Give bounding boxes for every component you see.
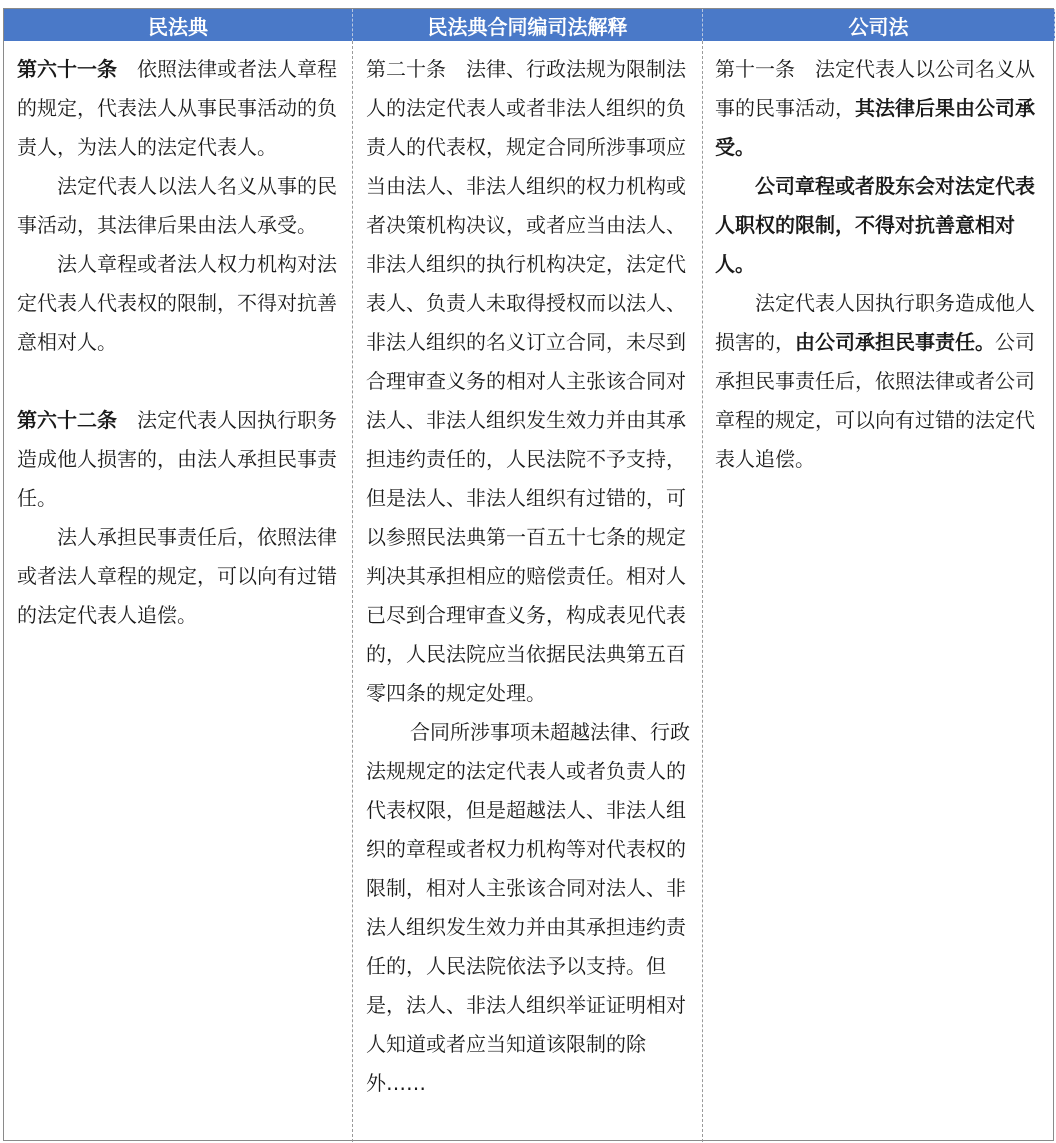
- article-61-text-1: 依照法律或者法人章程的规定，代表法人从事民事活动的负责人，为法人的法定代表人。: [17, 57, 337, 159]
- column-civil-code: [4, 41, 353, 1142]
- article-11-text-3a: 法定代表人因执行职务造成他人损害的，: [715, 291, 1035, 354]
- article-20-para-2: 合同所涉事项未超越法律、行政法规规定的法定代表人或者负责人的代表权限，但是超越法人、非法人组织的章程或者权力机构等对代表权的限制，相对人主张该合同对法人、非法人组织发生效力并由其承担违约责任的，人民法院依法予以支持。但是，法人、非法人组织举证证明相对人知道或者应当知道该限制的除外……: [366, 720, 690, 1095]
- article-61-para-1: [17, 50, 346, 167]
- article-62-number: 第六十二条: [17, 408, 117, 432]
- header-civil-code: 民法典: [4, 9, 353, 41]
- comparison-table: [3, 8, 1054, 1141]
- article-11-para-1: [715, 50, 1049, 167]
- article-20-text-1: 法律、行政法规为限制法人的法定代表人或者非法人组织的负责人的代表权，规定合同所涉事项应当由法人、非法人组织的权力机构或者决策机构决议，或者应当由法人、非法人组织的执行机构决定，法定代表人、负责人未取得授权而以法人、非法人组织的名义订立合同，未尽到合理审查义务的相对人主张该合同对法人、非法人组织发生效力并由其承担违约责任的，人民法院不予支持，但是法人、非法人组织有过错的，可以参照民法典第一百五十七条的规定判决其承担相应的赔偿责任。相对人已尽到合理审查义务，构成表见代表的，人民法院应当依据民法典第五百零四条的规定处理。: [366, 57, 686, 705]
- column-contract-interpretation: [353, 41, 703, 1142]
- header-contract-interpretation: 民法典合同编司法解释: [353, 9, 703, 41]
- article-20-number: 第二十条: [366, 57, 446, 81]
- column-company-law: [703, 41, 1055, 1142]
- article-61-number: 第六十一条: [17, 57, 117, 81]
- article-61-para-3: 法人章程或者法人权力机构对法定代表人代表权的限制，不得对抗善意相对人。: [17, 252, 337, 354]
- article-20-para-1: [366, 50, 696, 713]
- article-11-text-3b: 由公司承担民事责任。: [795, 330, 995, 354]
- article-62-para-1: [17, 401, 346, 518]
- article-11-para-3: [715, 284, 1049, 479]
- article-62-text-1: 法定代表人因执行职务造成他人损害的，由法人承担民事责任。: [17, 408, 337, 510]
- spacer: [17, 362, 346, 401]
- article-11-para-2: [715, 167, 1049, 284]
- article-11-text-1b: 其法律后果由公司承受。: [715, 96, 1035, 159]
- article-11-text-1a: 法定代表人以公司名义从事的民事活动，: [715, 57, 1035, 120]
- header-company-law: 公司法: [703, 9, 1055, 41]
- article-61-para-2: 法定代表人以法人名义从事的民事活动，其法律后果由法人承受。: [17, 174, 337, 237]
- article-11-text-2: 公司章程或者股东会对法定代表人职权的限制，不得对抗善意相对人。: [715, 174, 1035, 276]
- article-62-para-2: 法人承担民事责任后，依照法律或者法人章程的规定，可以向有过错的法定代表人追偿。: [17, 525, 337, 627]
- article-11-number: 第十一条: [715, 57, 795, 81]
- article-11-text-3c: 公司承担民事责任后，依照法律或者公司章程的规定，可以向有过错的法定代表人追偿。: [715, 330, 1035, 471]
